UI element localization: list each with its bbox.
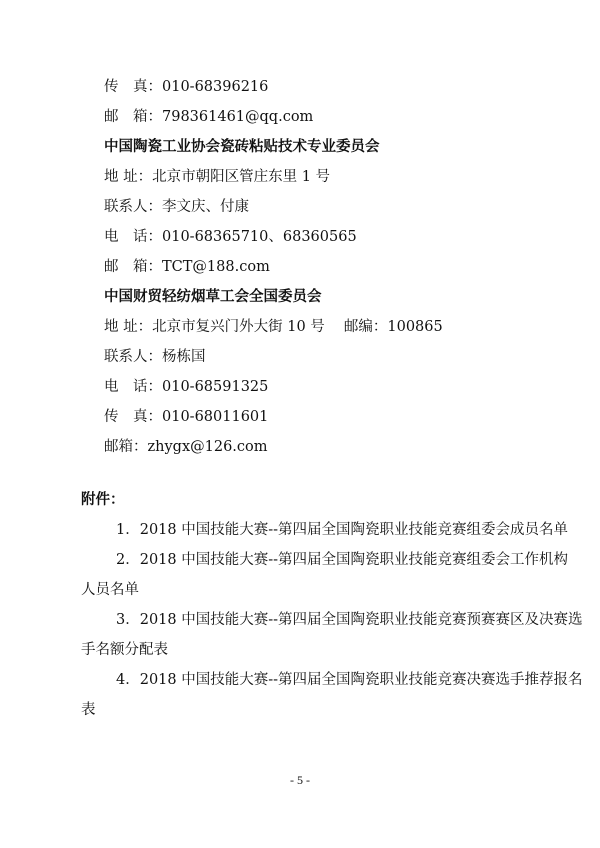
fax-label: 传 真：	[104, 79, 162, 95]
attachment-item-3: 3．2018 中国技能大赛--第四届全国陶瓷职业技能竞赛预赛赛区及决赛选	[116, 612, 583, 628]
address-value: 北京市复兴门外大街 10 号 邮编：100865	[152, 319, 443, 335]
fax-line-1	[104, 78, 268, 96]
email-line-3	[104, 438, 268, 456]
email-label: 邮 箱：	[104, 109, 162, 125]
email-value: 798361461@qq.com	[162, 109, 314, 125]
email-label: 邮 箱：	[104, 259, 162, 275]
address-line-3	[104, 318, 443, 336]
fax-value: 010-68011601	[162, 409, 269, 425]
contact-line-3	[104, 348, 206, 366]
address-value: 北京市朝阳区管庄东里 1 号	[152, 169, 331, 185]
phone-label: 电 话：	[104, 379, 162, 395]
page-number: - 5 -	[290, 773, 310, 787]
contact-value: 杨栋国	[162, 349, 206, 365]
contact-line-2	[104, 198, 249, 216]
email-line-1	[104, 108, 313, 126]
org-2-name: 中国陶瓷工业协会瓷砖粘贴技术专业委员会	[104, 139, 380, 155]
phone-line-3	[104, 378, 268, 396]
org-3-name: 中国财贸轻纺烟草工会全国委员会	[104, 289, 322, 305]
contact-label: 联系人：	[104, 349, 162, 365]
fax-label: 传 真：	[104, 409, 162, 425]
address-label: 地 址：	[104, 319, 153, 335]
attachment-item-4-cont: 表	[81, 702, 96, 718]
fax-line-3	[104, 408, 268, 426]
email-line-2	[104, 258, 270, 276]
phone-line-2	[104, 228, 357, 246]
contact-value: 李文庆、付康	[162, 199, 249, 215]
attachment-item-1: 1．2018 中国技能大赛--第四届全国陶瓷职业技能竞赛组委会成员名单	[116, 522, 569, 538]
attachment-item-4: 4．2018 中国技能大赛--第四届全国陶瓷职业技能竞赛决赛选手推荐报名	[116, 672, 583, 688]
address-line-2	[104, 168, 330, 186]
attachment-item-3-cont: 手名额分配表	[81, 642, 168, 658]
phone-value: 010-68591325	[162, 379, 269, 395]
address-label: 地 址：	[104, 169, 153, 185]
attachments-heading: 附件：	[81, 492, 125, 508]
fax-value: 010-68396216	[162, 79, 269, 95]
email-label: 邮箱：	[104, 439, 148, 455]
email-value: TCT@188.com	[162, 259, 270, 275]
phone-value: 010-68365710、68360565	[162, 229, 357, 245]
attachment-item-2-cont: 人员名单	[81, 582, 139, 598]
attachment-item-2: 2．2018 中国技能大赛--第四届全国陶瓷职业技能竞赛组委会工作机构	[116, 552, 569, 568]
phone-label: 电 话：	[104, 229, 162, 245]
contact-label: 联系人：	[104, 199, 162, 215]
email-value: zhygx@126.com	[147, 439, 268, 455]
